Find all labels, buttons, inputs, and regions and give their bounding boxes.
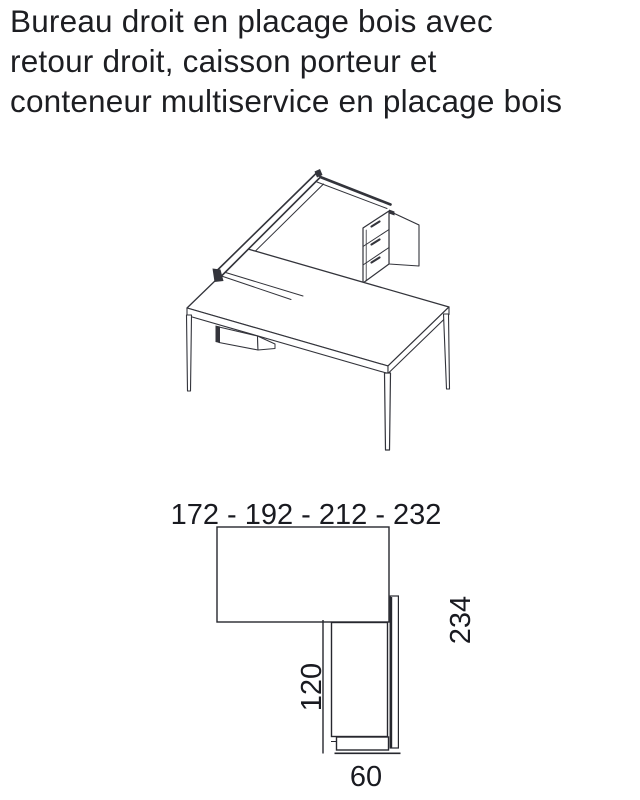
dimension-plan — [171, 499, 477, 793]
return-depth-dimension: 120 — [296, 662, 328, 712]
plan-return-desk — [332, 623, 388, 737]
desk-leg-right — [444, 314, 450, 389]
return-width-dimension: 60 — [349, 761, 383, 793]
width-options-dimension: 172 - 192 - 212 - 232 — [170, 499, 442, 531]
plan-main-desk — [217, 527, 389, 622]
product-title-line-1: Bureau droit en placage bois avec — [10, 3, 493, 39]
desk-leg-left — [187, 315, 192, 391]
isometric-drawing — [187, 169, 450, 450]
total-depth-dimension: 234 — [445, 595, 477, 645]
desk-leg-front — [385, 373, 391, 450]
plan-container-unit — [337, 737, 389, 750]
product-title-line-3: conteneur multiservice en placage bois — [10, 83, 563, 119]
product-title-line-2: retour droit, caisson porteur et — [10, 43, 437, 79]
main-desk — [187, 249, 450, 450]
